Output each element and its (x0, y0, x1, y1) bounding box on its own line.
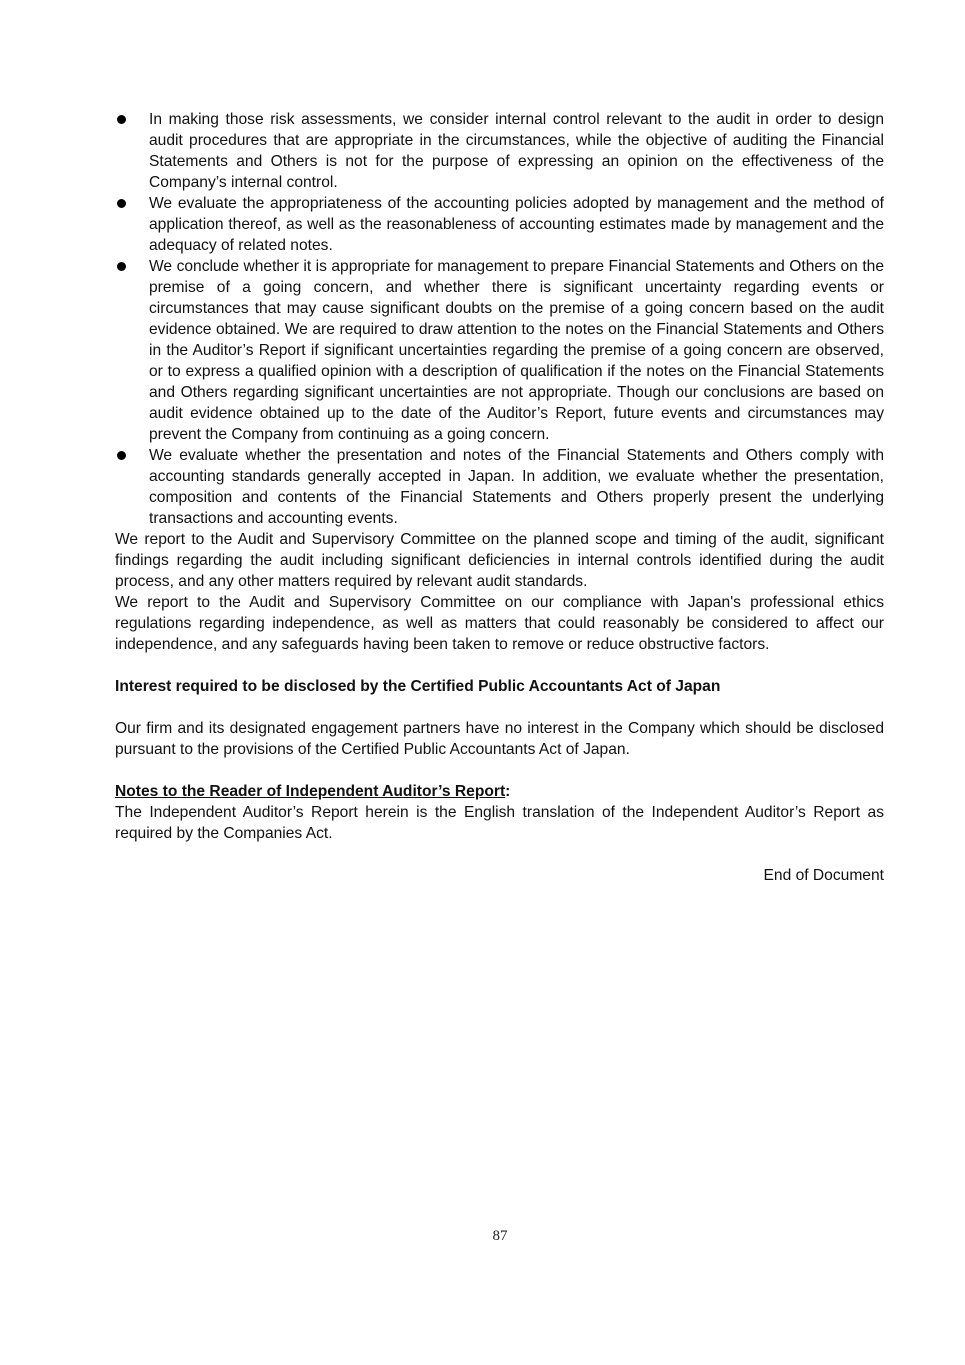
bullet-text: We conclude whether it is appropriate for management to prepare Financial Statements and Others on the premise of a going concern, and whether there is significant uncertainty regarding events or circumstances that may cause significant doubts on the premise of a going concern based on the audit evidence obtained. We are required to draw attention to the notes on the Financial Statements and Others in the Auditor’s Report if significant uncertainties regarding the premise of a going concern are observed, or to express a qualified opinion with a description of qualification if the notes on the Financial Statements and Others regarding significant uncertainties are not appropriate. Though our conclusions are based on audit evidence obtained up to the date of the Auditor’s Report, future events and circumstances may prevent the Company from continuing as a going concern. (149, 258, 884, 443)
bullet-item (115, 256, 884, 445)
bullet-item (115, 109, 884, 193)
paragraph-report-independence: We report to the Audit and Supervisory Committee on our compliance with Japan's professional ethics regulations regarding independence, as well as matters that could reasonably be considered to affect our independence, and any safeguards having been taken to remove or reduce obstructive factors. (115, 594, 884, 653)
bullet-item (115, 445, 884, 529)
document-page (115, 109, 884, 886)
end-of-document: End of Document (763, 867, 884, 884)
page-number: 87 (492, 1228, 508, 1244)
notes-body: The Independent Auditor’s Report herein is the English translation of the Independent Auditor’s Report as required by the Companies Act. (115, 804, 884, 842)
notes-heading-colon: : (505, 783, 511, 800)
bullet-dot-icon (117, 115, 126, 124)
bullet-dot-icon (117, 451, 126, 460)
bullet-list (115, 109, 884, 529)
bullet-item (115, 193, 884, 256)
paragraph-report-scope: We report to the Audit and Supervisory Committee on the planned scope and timing of the audit, significant findings regarding the audit including significant deficiencies in internal controls identified during the audit process, and any other matters required by relevant audit standards. (115, 531, 884, 590)
bullet-text: In making those risk assessments, we consider internal control relevant to the audit in order to design audit procedures that are appropriate in the circumstances, while the objective of auditing the Financial Statements and Others is not for the purpose of expressing an opinion on the effectiveness of the Company’s internal control. (149, 111, 884, 191)
bullet-text: We evaluate whether the presentation and notes of the Financial Statements and Others comply with accounting standards generally accepted in Japan. In addition, we evaluate whether the presentation, composition and contents of the Financial Statements and Others properly present the underlying transactions and accounting events. (149, 447, 884, 527)
interest-heading: Interest required to be disclosed by the Certified Public Accountants Act of Japan (115, 678, 721, 695)
bullet-text: We evaluate the appropriateness of the accounting policies adopted by management and the method of application thereof, as well as the reasonableness of accounting estimates made by management and the adequacy of related notes. (149, 195, 884, 254)
bullet-dot-icon (117, 262, 126, 271)
notes-heading (115, 781, 884, 802)
notes-heading-text: Notes to the Reader of Independent Auditor’s Report (115, 783, 506, 800)
interest-body: Our firm and its designated engagement partners have no interest in the Company which should be disclosed pursuant to the provisions of the Certified Public Accountants Act of Japan. (115, 720, 884, 758)
bullet-dot-icon (117, 199, 126, 208)
